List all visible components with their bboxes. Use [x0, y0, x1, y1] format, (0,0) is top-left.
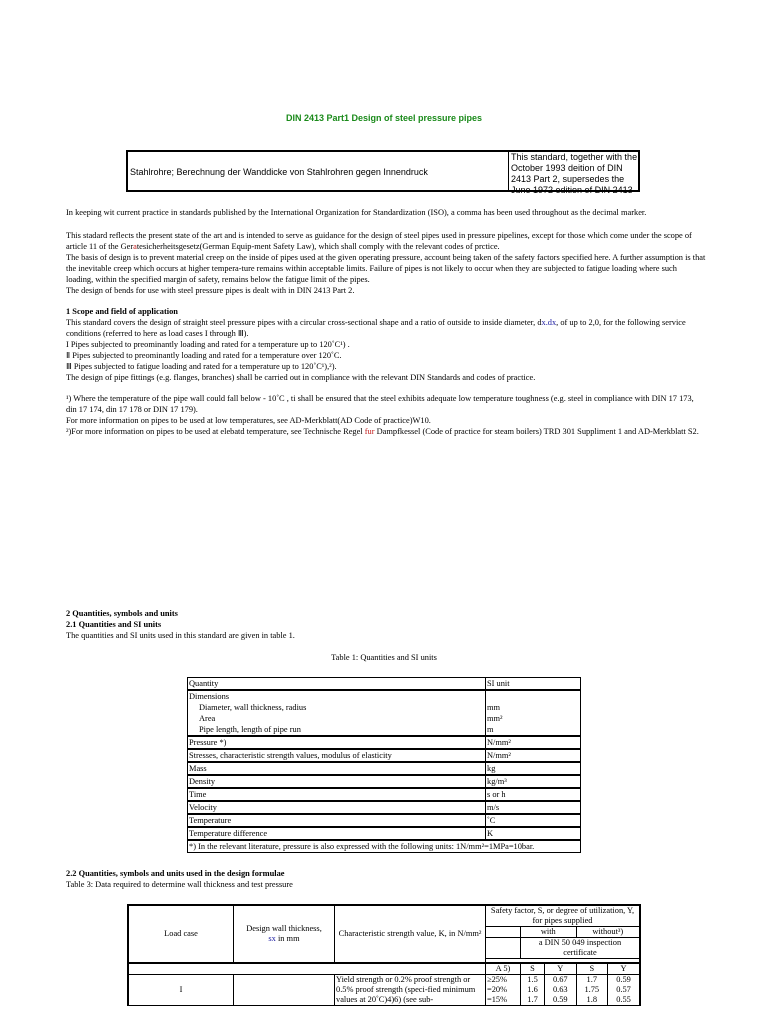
- section-2: [66, 608, 706, 641]
- table-row: Velocity m/s: [188, 801, 581, 814]
- supersedes-note: This standard, together with the October 1993 deition of DIN 2413 Part 2, supersedes the June 1972 edition of DIN 2413: [508, 152, 641, 190]
- table-row: Dimensions Diameter, wall thickness, radius Area Pipe length, length of pipe run mm mm² m: [188, 690, 581, 736]
- table-wall-thickness: Load case Design wall thickness, sx in mm Characteristic strength value, K, in N/mm² Safety factor, S, or degree of utilization, Y, for pipes supplied with without³) a DIN 50 049 inspection certificate A 5) S Y S Y I Yield strength or 0.2% proof strength or 0.5% proof strength (speci-fied minimum values at 20˚C)4)6) (see sub- ≥25% =20% =15% 1.5 1.6 1.7 0.67 0.63 0.59 1.7 1.75 1.8 0.59 0.57 0.55: [127, 904, 641, 1006]
- table1-caption: Table 1: Quantities and SI units: [331, 653, 437, 662]
- load-case-3: Ⅲ Pipes subjected to fatigue loading and rated for a temperature up to 120˚C¹),²).: [66, 362, 337, 371]
- header-quantity: Quantity: [188, 678, 486, 691]
- scope-section: [66, 306, 706, 383]
- scope-text: This standard covers the design of straight steel pressure pipes with a circular cross-sectional shape and a ratio of outside to inside diameter, dx.dx, of up to 2,0, for the following service conditions (referred to here as load cases I through Ⅲ).: [66, 318, 686, 338]
- table-row: Density kg/m³: [188, 775, 581, 788]
- footnotes: [66, 393, 706, 437]
- german-title: Stahlrohre; Berechnung der Wanddicke von Stahlrohren gegen Innendruck: [130, 167, 428, 177]
- table3-caption: Table 3: Data required to determine wall thickness and test pressure: [66, 880, 293, 889]
- decimal-note: In keeping wit current practice in standards published by the International Organization for Standardization (ISO), a comma has been used throughout as the decimal marker.: [66, 208, 647, 217]
- load-case-2: Ⅱ Pipes subjected to preominantly loading and rated for a temperature over 120˚C.: [66, 351, 342, 360]
- section-21-heading: 2.1 Quantities and SI units: [66, 620, 162, 629]
- scope-heading: 1 Scope and field of application: [66, 307, 178, 316]
- intro-paragraph: This stadard reflects the present state of the art and is intended to serve as guidance for the design of steel pipes used in pressure pipelines, except for those which come under the scope of article 11 of the Geratesicherheitsgesetz(German Equip-ment Safety Law), which shall comply with the relevant codes of prctice. The basis of design is to prevent material creep on the inside of pipes used at the given operating pressure, account being taken of the safety factors specified here. A further assumption is that the inevitable creep which occurs at higher tempera-ture remains within acceptable limits. Failure of pipes is not likely to occur when they are subjected to fatigue loading where such loading, within the specified margin of safety, remains below the fatigue limit of the pipes. The design of bends for use with steel pressure pipes is dealt with in DIN 2413 Part 2.: [66, 231, 706, 295]
- table-header-row: [188, 678, 581, 691]
- header-si-unit: SI unit: [486, 678, 581, 691]
- table-footnote-row: *) In the relevant literature, pressure is also expressed with the following units: 1N/mm²=1MPa=10bar.: [188, 840, 581, 853]
- page-title: DIN 2413 Part1 Design of steel pressure pipes: [285, 113, 483, 123]
- table-row: I Yield strength or 0.2% proof strength or 0.5% proof strength (speci-fied minimum values at 20˚C)4)6) (see sub- ≥25% =20% =15% 1.5 1.6 1.7 0.67 0.63 0.59 1.7 1.75 1.8 0.59 0.57 0.55: [128, 974, 640, 1005]
- table-quantities-units: [187, 677, 581, 853]
- section-22-heading: 2.2 Quantities, symbols and units used in the design formulae: [66, 869, 285, 878]
- footnote-2: ²)For more information on pipes to be used at elebatd temperature, see Technische Regel fur Dampfkessel (Code of practice for steam boilers) TRD 301 Suppliment 1 and AD-Merkblatt S2.: [66, 427, 699, 436]
- load-case-1: I Pipes subjected to preominantly loading and rated for a temperature up to 120˚C¹) .: [66, 340, 350, 349]
- section-2-heading: 2 Quantities, symbols and units: [66, 609, 178, 618]
- footnote-1: ¹) Where the temperature of the pipe wall could fall below - 10˚C , ti shall be ensured that the steel exhibits adequate low temperature toughness (e.g. steel in compliance with DIN 17 173, din 17 174, din 17 178 or DIN 17 179).: [66, 394, 694, 414]
- table-row: Stresses, characteristic strength values, modulus of elasticity N/mm²: [188, 749, 581, 762]
- section-21-text: The quantities and SI units used in this standard are given in table 1.: [66, 631, 295, 640]
- table-row: Temperature ˚C: [188, 814, 581, 827]
- footnote-1b: For more information on pipes to be used at low temperatures, see AD-Merkblatt(AD Code of practice)W10.: [66, 416, 431, 425]
- table-row: Mass kg: [188, 762, 581, 775]
- table-row: Temperature difference K: [188, 827, 581, 840]
- table-row: Time s or h: [188, 788, 581, 801]
- header-box: [126, 150, 640, 195]
- section-22: [66, 868, 706, 890]
- table-row: Pressure *) N/mm²: [188, 736, 581, 749]
- fittings-note: The design of pipe fittings (e.g. flanges, branches) shall be carried out in compliance with the relevant DIN Standards and codes of practice.: [66, 373, 536, 382]
